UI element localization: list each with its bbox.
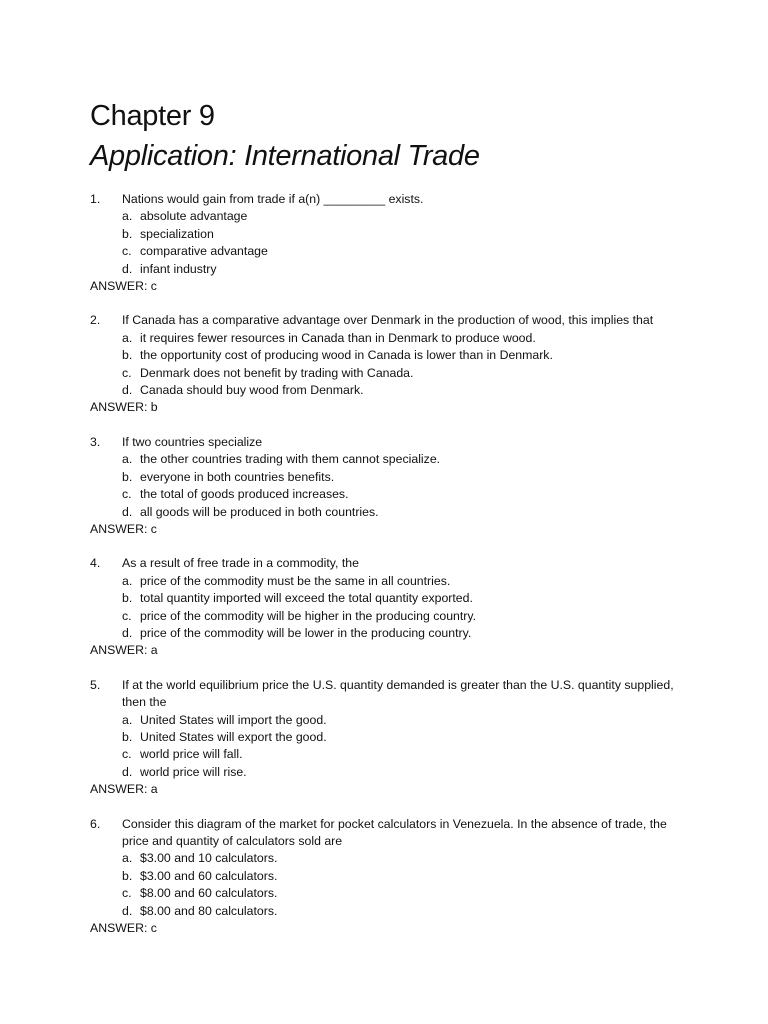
option-text: total quantity imported will exceed the total quantity exported. — [140, 591, 473, 606]
answer-line: ANSWER: c — [90, 521, 157, 536]
option-text: the opportunity cost of producing wood in Canada is lower than in Denmark. — [140, 348, 553, 363]
question-row — [90, 434, 690, 451]
option-d — [122, 625, 690, 642]
option-text: price of the commodity will be lower in the producing country. — [140, 625, 472, 640]
question-4 — [90, 555, 690, 659]
option-text: Denmark does not benefit by trading with Canada. — [140, 365, 414, 380]
option-d — [122, 903, 690, 920]
option-d — [122, 764, 690, 781]
option-text: Canada should buy wood from Denmark. — [140, 383, 364, 398]
answer-line: ANSWER: c — [90, 279, 157, 294]
option-text: comparative advantage — [140, 244, 268, 259]
chapter-title: Chapter 9 — [90, 100, 215, 132]
option-letter: a. — [122, 330, 133, 345]
question-number: 4. — [90, 556, 101, 571]
option-text: world price will fall. — [140, 747, 243, 762]
option-text: it requires fewer resources in Canada than in Denmark to produce wood. — [140, 330, 536, 345]
question-row — [90, 312, 690, 329]
option-text: the other countries trading with them cannot specialize. — [140, 452, 441, 467]
chapter-subtitle: Application: International Trade — [90, 140, 480, 172]
option-text: $8.00 and 60 calculators. — [140, 886, 278, 901]
option-c — [122, 365, 690, 382]
option-text: infant industry — [140, 261, 217, 276]
option-text: all goods will be produced in both countries. — [140, 504, 379, 519]
question-stem: If at the world equilibrium price the U.S. quantity demanded is greater than the U.S. quantity supplied, then the — [122, 677, 674, 710]
option-b — [122, 868, 690, 885]
answer-line: ANSWER: b — [90, 400, 158, 415]
option-letter: b. — [122, 591, 133, 606]
option-letter: a. — [122, 712, 133, 727]
question-row — [90, 677, 690, 712]
option-letter: a. — [122, 209, 133, 224]
question-number: 1. — [90, 192, 101, 206]
option-d — [122, 504, 690, 521]
question-number: 5. — [90, 677, 101, 692]
question-stem: If two countries specialize — [122, 434, 263, 449]
question-stem: Nations would gain from trade if a(n) _________ exists. — [122, 192, 424, 206]
option-text: $8.00 and 80 calculators. — [140, 903, 278, 918]
option-letter: c. — [122, 244, 132, 259]
option-list — [90, 208, 690, 278]
option-text: price of the commodity will be higher in the producing country. — [140, 608, 477, 623]
question-row — [90, 191, 690, 208]
question-stem: As a result of free trade in a commodity, the — [122, 556, 359, 571]
option-list — [90, 712, 690, 782]
option-letter: b. — [122, 868, 133, 883]
option-letter: c. — [122, 886, 132, 901]
question-5 — [90, 677, 690, 799]
question-row — [90, 816, 690, 851]
option-letter: c. — [122, 487, 132, 502]
option-letter: a. — [122, 573, 133, 588]
document-page — [90, 96, 690, 954]
option-letter: c. — [122, 365, 132, 380]
question-1 — [90, 191, 690, 295]
option-letter: b. — [122, 729, 133, 744]
option-c — [122, 608, 690, 625]
option-letter: a. — [122, 851, 133, 866]
option-b — [122, 226, 690, 243]
question-number: 2. — [90, 313, 101, 328]
question-3 — [90, 434, 690, 538]
question-stem: Consider this diagram of the market for pocket calculators in Venezuela. In the absence of trade, the price and quantity of calculators sold are — [122, 816, 667, 848]
option-c — [122, 885, 690, 902]
option-text: the total of goods produced increases. — [140, 487, 349, 502]
option-a — [122, 712, 690, 729]
option-b — [122, 590, 690, 607]
answer-line: ANSWER: a — [90, 643, 158, 658]
option-d — [122, 382, 690, 399]
option-b — [122, 469, 690, 486]
option-c — [122, 486, 690, 503]
option-letter: b. — [122, 348, 133, 363]
question-2 — [90, 312, 690, 416]
answer-line: ANSWER: a — [90, 782, 158, 797]
question-stem: If Canada has a comparative advantage over Denmark in the production of wood, this implies that — [122, 313, 654, 328]
option-letter: b. — [122, 226, 133, 241]
question-number: 3. — [90, 434, 101, 449]
option-c — [122, 243, 690, 260]
option-text: specialization — [140, 226, 214, 241]
option-c — [122, 746, 690, 763]
option-letter: c. — [122, 608, 132, 623]
option-text: everyone in both countries benefits. — [140, 469, 335, 484]
question-number: 6. — [90, 816, 101, 831]
option-b — [122, 729, 690, 746]
option-text: absolute advantage — [140, 209, 248, 224]
option-b — [122, 347, 690, 364]
option-text: United States will export the good. — [140, 729, 327, 744]
question-6 — [90, 816, 690, 938]
option-text: price of the commodity must be the same in all countries. — [140, 573, 451, 588]
option-letter: d. — [122, 261, 133, 276]
option-text: United States will import the good. — [140, 712, 327, 727]
option-letter: d. — [122, 383, 133, 398]
option-list — [90, 573, 690, 643]
option-letter: a. — [122, 452, 133, 467]
option-d — [122, 261, 690, 278]
option-letter: c. — [122, 747, 132, 762]
option-letter: d. — [122, 764, 133, 779]
option-letter: b. — [122, 469, 133, 484]
option-list — [90, 451, 690, 521]
option-letter: d. — [122, 625, 133, 640]
option-text: world price will rise. — [140, 764, 247, 779]
option-letter: d. — [122, 903, 133, 918]
option-a — [122, 850, 690, 867]
option-letter: d. — [122, 504, 133, 519]
answer-line: ANSWER: c — [90, 921, 157, 936]
option-list — [90, 850, 690, 920]
option-a — [122, 208, 690, 225]
option-list — [90, 330, 690, 400]
option-a — [122, 330, 690, 347]
option-a — [122, 573, 690, 590]
option-text: $3.00 and 60 calculators. — [140, 868, 278, 883]
option-a — [122, 451, 690, 468]
question-row — [90, 555, 690, 572]
option-text: $3.00 and 10 calculators. — [140, 851, 278, 866]
